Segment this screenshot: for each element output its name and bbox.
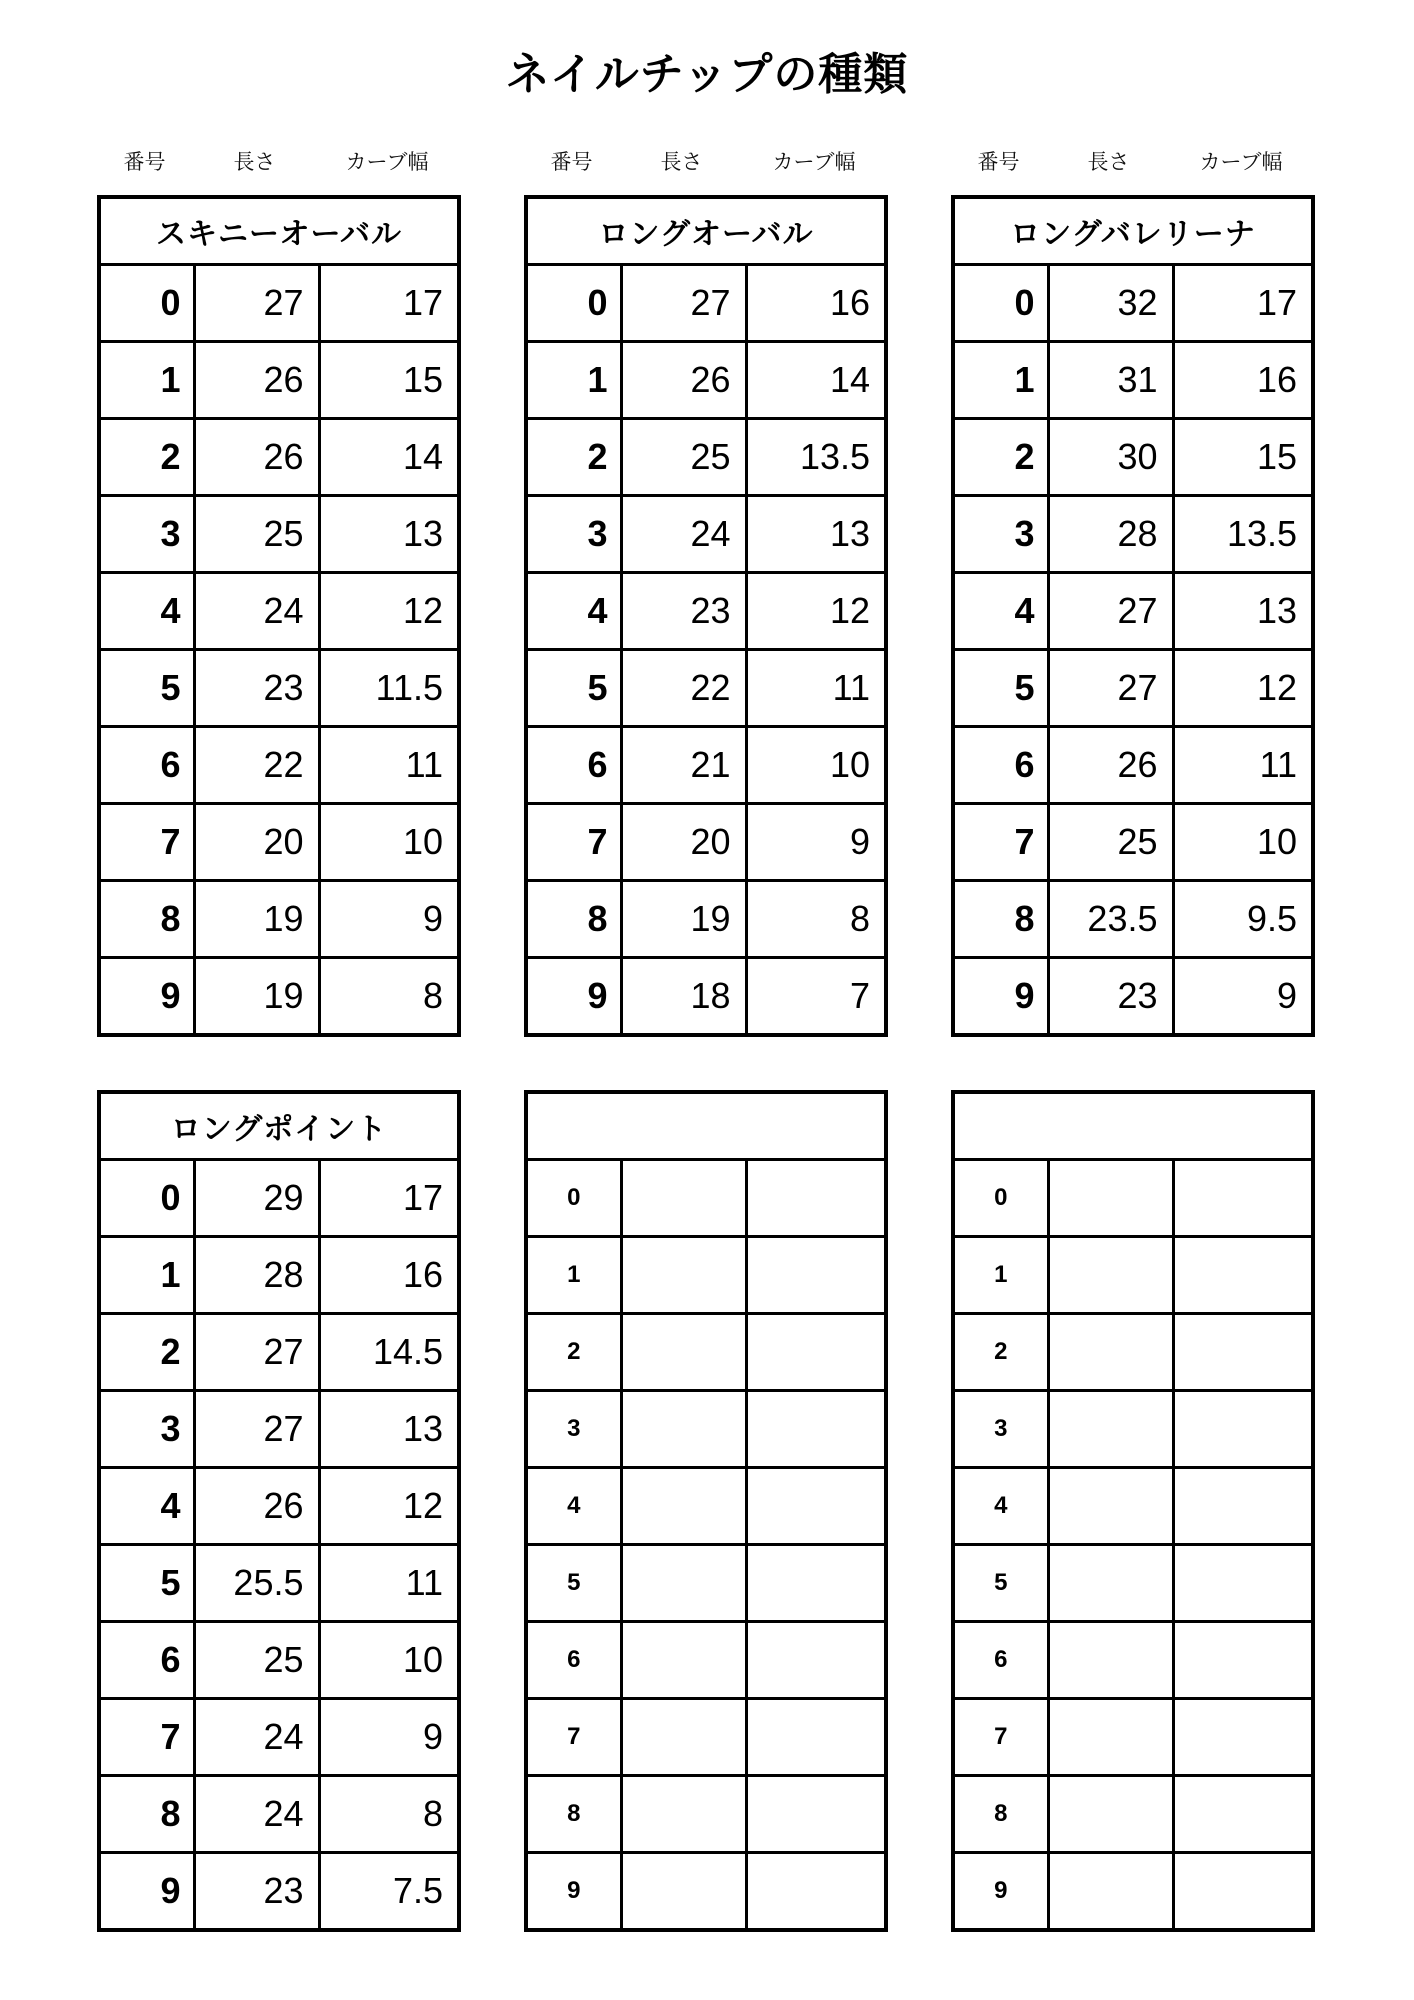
curve-width-cell: 11	[319, 727, 459, 804]
length-cell: 19	[194, 958, 319, 1036]
curve-width-cell: 17	[1173, 265, 1313, 342]
row-number-cell: 7	[526, 1699, 621, 1776]
row-number-cell: 2	[526, 1314, 621, 1391]
length-cell: 27	[194, 1314, 319, 1391]
row-number-cell: 9	[526, 1853, 621, 1931]
row-number-cell: 4	[953, 573, 1048, 650]
table-row	[953, 650, 1313, 727]
curve-width-cell	[1173, 1314, 1313, 1391]
curve-width-cell: 8	[746, 881, 886, 958]
length-cell	[621, 1699, 746, 1776]
row-number-cell: 5	[953, 650, 1048, 727]
length-cell	[621, 1391, 746, 1468]
length-cell: 29	[194, 1160, 319, 1237]
column-headers-skinny-oval	[97, 146, 457, 176]
curve-width-cell: 13.5	[746, 419, 886, 496]
curve-width-cell: 12	[319, 1468, 459, 1545]
curve-width-cell: 15	[1173, 419, 1313, 496]
table-row	[953, 265, 1313, 342]
table-row	[953, 1237, 1313, 1314]
length-cell: 24	[194, 1699, 319, 1776]
curve-width-cell: 9	[1173, 958, 1313, 1036]
table-row	[953, 1622, 1313, 1699]
table-title	[526, 1092, 886, 1160]
length-cell	[1048, 1391, 1173, 1468]
table-row	[99, 1160, 459, 1237]
curve-width-cell: 14	[319, 419, 459, 496]
table-title-row	[99, 197, 459, 265]
curve-width-cell: 13	[319, 496, 459, 573]
row-number-cell: 1	[526, 1237, 621, 1314]
length-cell	[1048, 1468, 1173, 1545]
length-cell	[1048, 1237, 1173, 1314]
row-number-cell: 5	[526, 1545, 621, 1622]
length-cell: 25	[621, 419, 746, 496]
length-cell	[621, 1545, 746, 1622]
length-cell	[1048, 1776, 1173, 1853]
row-number-cell: 6	[99, 727, 194, 804]
length-cell	[621, 1314, 746, 1391]
table-title	[953, 1092, 1313, 1160]
row-number-cell: 0	[99, 1160, 194, 1237]
table-row	[953, 496, 1313, 573]
curve-width-cell: 9.5	[1173, 881, 1313, 958]
row-number-cell: 7	[99, 1699, 194, 1776]
length-cell	[1048, 1545, 1173, 1622]
table-row	[953, 958, 1313, 1036]
table-row	[99, 1699, 459, 1776]
table-row	[99, 958, 459, 1036]
row-number-cell: 9	[526, 958, 621, 1036]
table-row	[99, 1776, 459, 1853]
length-cell: 18	[621, 958, 746, 1036]
column-header-length: 長さ	[1087, 151, 1130, 174]
column-header-curve-width: カーブ幅	[772, 151, 856, 174]
length-cell: 21	[621, 727, 746, 804]
curve-width-cell: 11.5	[319, 650, 459, 727]
length-cell	[1048, 1699, 1173, 1776]
table-row	[953, 1314, 1313, 1391]
length-cell	[621, 1776, 746, 1853]
table-body	[99, 265, 459, 1036]
table-row	[99, 1853, 459, 1931]
length-cell: 27	[1048, 650, 1173, 727]
length-cell	[621, 1237, 746, 1314]
table-title-row	[953, 197, 1313, 265]
length-cell: 27	[194, 1391, 319, 1468]
table-row	[526, 727, 886, 804]
row-number-cell: 6	[99, 1622, 194, 1699]
table-blank-2	[951, 1090, 1315, 1932]
table-row	[953, 1545, 1313, 1622]
length-cell: 22	[621, 650, 746, 727]
curve-width-cell: 11	[1173, 727, 1313, 804]
table-row	[526, 419, 886, 496]
table-row	[526, 496, 886, 573]
curve-width-cell: 10	[1173, 804, 1313, 881]
curve-width-cell: 8	[319, 1776, 459, 1853]
column-header-length: 長さ	[660, 151, 703, 174]
table-row	[99, 342, 459, 419]
row-number-cell: 7	[953, 1699, 1048, 1776]
length-cell: 25	[1048, 804, 1173, 881]
length-cell: 24	[194, 573, 319, 650]
table-row	[526, 1237, 886, 1314]
curve-width-cell: 11	[319, 1545, 459, 1622]
length-cell: 26	[621, 342, 746, 419]
row-number-cell: 0	[953, 265, 1048, 342]
table-row	[953, 1853, 1313, 1931]
table-row	[526, 1545, 886, 1622]
length-cell: 20	[621, 804, 746, 881]
row-number-cell: 3	[953, 496, 1048, 573]
curve-width-cell	[746, 1391, 886, 1468]
row-number-cell: 3	[99, 496, 194, 573]
table-body	[953, 265, 1313, 1036]
table-row	[99, 573, 459, 650]
column-header-number: 番号	[977, 151, 1020, 174]
table-title-row	[953, 1092, 1313, 1160]
curve-width-cell	[746, 1468, 886, 1545]
curve-width-cell	[1173, 1468, 1313, 1545]
column-header-curve-width: カーブ幅	[345, 151, 429, 174]
length-cell: 22	[194, 727, 319, 804]
row-number-cell: 7	[953, 804, 1048, 881]
curve-width-cell: 8	[319, 958, 459, 1036]
table-row	[953, 1468, 1313, 1545]
curve-width-cell: 9	[319, 881, 459, 958]
row-number-cell: 9	[99, 958, 194, 1036]
table-row	[953, 1391, 1313, 1468]
length-cell: 25	[194, 1622, 319, 1699]
table-title-row	[526, 197, 886, 265]
length-cell: 25.5	[194, 1545, 319, 1622]
row-number-cell: 9	[953, 958, 1048, 1036]
length-cell: 24	[194, 1776, 319, 1853]
table-row	[526, 1314, 886, 1391]
table-row	[953, 1776, 1313, 1853]
row-number-cell: 2	[526, 419, 621, 496]
table-row	[526, 881, 886, 958]
table-title: ロングバレリーナ	[953, 197, 1313, 265]
table-row	[953, 573, 1313, 650]
length-cell: 26	[194, 342, 319, 419]
table-row	[526, 1776, 886, 1853]
table-row	[526, 958, 886, 1036]
length-cell: 23	[194, 1853, 319, 1931]
length-cell: 24	[621, 496, 746, 573]
row-number-cell: 8	[953, 881, 1048, 958]
curve-width-cell: 10	[319, 804, 459, 881]
row-number-cell: 4	[953, 1468, 1048, 1545]
curve-width-cell: 16	[319, 1237, 459, 1314]
column-header-length: 長さ	[233, 151, 276, 174]
table-row	[526, 573, 886, 650]
table-row	[99, 1545, 459, 1622]
table-blank-1	[524, 1090, 888, 1932]
row-number-cell: 2	[953, 1314, 1048, 1391]
length-cell	[621, 1160, 746, 1237]
table-long-ballerina	[951, 195, 1315, 1037]
curve-width-cell	[746, 1160, 886, 1237]
curve-width-cell: 14	[746, 342, 886, 419]
row-number-cell: 2	[99, 419, 194, 496]
row-number-cell: 0	[99, 265, 194, 342]
table-row	[953, 881, 1313, 958]
table-row	[953, 419, 1313, 496]
table-row	[953, 1699, 1313, 1776]
table-row	[99, 727, 459, 804]
curve-width-cell	[1173, 1545, 1313, 1622]
curve-width-cell	[746, 1853, 886, 1931]
length-cell: 20	[194, 804, 319, 881]
length-cell: 30	[1048, 419, 1173, 496]
column-headers-long-ballerina	[951, 146, 1311, 176]
length-cell: 28	[1048, 496, 1173, 573]
table-long-oval	[524, 195, 888, 1037]
row-number-cell: 6	[953, 1622, 1048, 1699]
length-cell: 19	[194, 881, 319, 958]
table-row	[526, 1468, 886, 1545]
table-title-row	[526, 1092, 886, 1160]
row-number-cell: 3	[526, 496, 621, 573]
row-number-cell: 4	[99, 573, 194, 650]
row-number-cell: 9	[953, 1853, 1048, 1931]
row-number-cell: 1	[99, 342, 194, 419]
curve-width-cell: 12	[319, 573, 459, 650]
table-row	[953, 342, 1313, 419]
table-row	[99, 419, 459, 496]
curve-width-cell	[1173, 1699, 1313, 1776]
curve-width-cell	[746, 1237, 886, 1314]
column-header-number: 番号	[123, 151, 166, 174]
row-number-cell: 1	[953, 1237, 1048, 1314]
curve-width-cell: 9	[319, 1699, 459, 1776]
row-number-cell: 5	[99, 650, 194, 727]
row-number-cell: 6	[526, 727, 621, 804]
curve-width-cell	[1173, 1853, 1313, 1931]
table-skinny-oval	[97, 195, 461, 1037]
length-cell: 23.5	[1048, 881, 1173, 958]
row-number-cell: 8	[99, 1776, 194, 1853]
page-title: ネイルチップの種類	[505, 50, 909, 99]
length-cell: 26	[194, 1468, 319, 1545]
length-cell	[1048, 1160, 1173, 1237]
curve-width-cell: 9	[746, 804, 886, 881]
curve-width-cell: 15	[319, 342, 459, 419]
table-row	[99, 265, 459, 342]
curve-width-cell: 7.5	[319, 1853, 459, 1931]
table-row	[526, 1391, 886, 1468]
row-number-cell: 6	[953, 727, 1048, 804]
length-cell: 27	[1048, 573, 1173, 650]
length-cell: 32	[1048, 265, 1173, 342]
curve-width-cell	[1173, 1776, 1313, 1853]
table-row	[99, 496, 459, 573]
curve-width-cell	[746, 1545, 886, 1622]
table-title: スキニーオーバル	[99, 197, 459, 265]
table-body	[526, 1160, 886, 1931]
curve-width-cell: 13.5	[1173, 496, 1313, 573]
curve-width-cell	[746, 1622, 886, 1699]
row-number-cell: 8	[526, 881, 621, 958]
row-number-cell: 3	[99, 1391, 194, 1468]
length-cell: 23	[1048, 958, 1173, 1036]
table-row	[526, 342, 886, 419]
curve-width-cell: 16	[1173, 342, 1313, 419]
curve-width-cell	[1173, 1237, 1313, 1314]
row-number-cell: 1	[953, 342, 1048, 419]
length-cell	[1048, 1314, 1173, 1391]
row-number-cell: 4	[526, 573, 621, 650]
curve-width-cell	[746, 1314, 886, 1391]
table-row	[99, 1391, 459, 1468]
table-row	[99, 881, 459, 958]
length-cell: 26	[1048, 727, 1173, 804]
length-cell	[621, 1622, 746, 1699]
row-number-cell: 3	[953, 1391, 1048, 1468]
table-row	[526, 265, 886, 342]
row-number-cell: 0	[526, 1160, 621, 1237]
row-number-cell: 1	[526, 342, 621, 419]
length-cell: 23	[194, 650, 319, 727]
column-header-curve-width: カーブ幅	[1199, 151, 1283, 174]
row-number-cell: 6	[526, 1622, 621, 1699]
row-number-cell: 1	[99, 1237, 194, 1314]
table-body	[526, 265, 886, 1036]
length-cell	[621, 1468, 746, 1545]
row-number-cell: 8	[99, 881, 194, 958]
length-cell: 27	[194, 265, 319, 342]
length-cell: 25	[194, 496, 319, 573]
table-title: ロングオーバル	[526, 197, 886, 265]
length-cell: 27	[621, 265, 746, 342]
table-row	[953, 727, 1313, 804]
curve-width-cell: 10	[746, 727, 886, 804]
row-number-cell: 2	[953, 419, 1048, 496]
length-cell	[1048, 1853, 1173, 1931]
curve-width-cell: 12	[1173, 650, 1313, 727]
row-number-cell: 5	[99, 1545, 194, 1622]
table-row	[526, 804, 886, 881]
row-number-cell: 7	[526, 804, 621, 881]
curve-width-cell: 10	[319, 1622, 459, 1699]
curve-width-cell: 7	[746, 958, 886, 1036]
curve-width-cell: 14.5	[319, 1314, 459, 1391]
table-long-point	[97, 1090, 461, 1932]
curve-width-cell: 13	[1173, 573, 1313, 650]
curve-width-cell	[1173, 1622, 1313, 1699]
row-number-cell: 4	[99, 1468, 194, 1545]
row-number-cell: 9	[99, 1853, 194, 1931]
table-row	[953, 804, 1313, 881]
row-number-cell: 8	[526, 1776, 621, 1853]
curve-width-cell: 17	[319, 265, 459, 342]
curve-width-cell	[1173, 1391, 1313, 1468]
curve-width-cell	[746, 1776, 886, 1853]
column-headers-long-oval	[524, 146, 884, 176]
table-title: ロングポイント	[99, 1092, 459, 1160]
column-header-number: 番号	[550, 151, 593, 174]
curve-width-cell: 16	[746, 265, 886, 342]
row-number-cell: 2	[99, 1314, 194, 1391]
row-number-cell: 5	[526, 650, 621, 727]
length-cell: 28	[194, 1237, 319, 1314]
curve-width-cell: 17	[319, 1160, 459, 1237]
table-row	[526, 1699, 886, 1776]
table-row	[99, 1468, 459, 1545]
table-row	[99, 1314, 459, 1391]
row-number-cell: 7	[99, 804, 194, 881]
length-cell	[1048, 1622, 1173, 1699]
length-cell: 19	[621, 881, 746, 958]
row-number-cell: 0	[953, 1160, 1048, 1237]
curve-width-cell	[746, 1699, 886, 1776]
length-cell: 26	[194, 419, 319, 496]
table-row	[526, 1853, 886, 1931]
length-cell: 23	[621, 573, 746, 650]
table-row	[99, 650, 459, 727]
table-body	[99, 1160, 459, 1931]
row-number-cell: 8	[953, 1776, 1048, 1853]
curve-width-cell: 13	[746, 496, 886, 573]
row-number-cell: 4	[526, 1468, 621, 1545]
length-cell: 31	[1048, 342, 1173, 419]
curve-width-cell	[1173, 1160, 1313, 1237]
row-number-cell: 5	[953, 1545, 1048, 1622]
curve-width-cell: 11	[746, 650, 886, 727]
table-body	[953, 1160, 1313, 1931]
table-row	[526, 1622, 886, 1699]
table-row	[99, 804, 459, 881]
length-cell	[621, 1853, 746, 1931]
table-row	[99, 1622, 459, 1699]
table-row	[526, 1160, 886, 1237]
row-number-cell: 3	[526, 1391, 621, 1468]
table-row	[953, 1160, 1313, 1237]
row-number-cell: 0	[526, 265, 621, 342]
curve-width-cell: 13	[319, 1391, 459, 1468]
table-title-row	[99, 1092, 459, 1160]
table-row	[526, 650, 886, 727]
curve-width-cell: 12	[746, 573, 886, 650]
table-row	[99, 1237, 459, 1314]
